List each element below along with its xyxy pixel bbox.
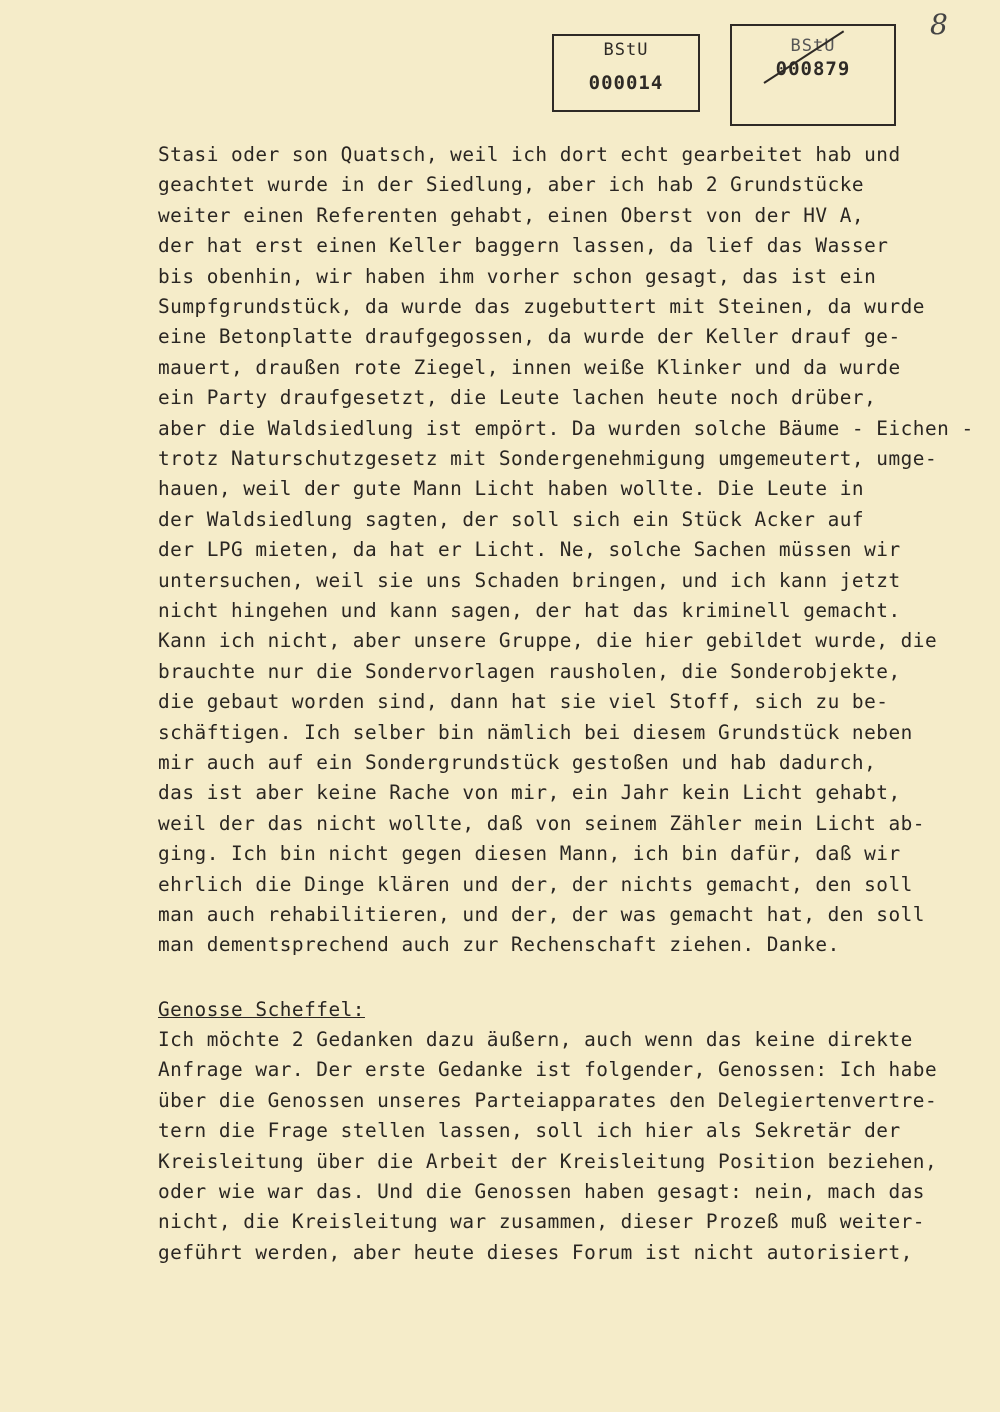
text-line: man auch rehabilitieren, und der, der was gemacht hat, den soll (158, 903, 925, 926)
text-line: hauen, weil der gute Mann Licht haben wollte. Die Leute in (158, 477, 865, 501)
text-line: weil der das nicht wollte, daß von seinem Zähler mein Licht ab- (158, 811, 925, 835)
text-line: tern die Frage stellen lassen, soll ich hier als Sekretär der (158, 1119, 901, 1143)
archive-stamp-right (730, 24, 896, 126)
text-line: Stasi oder son Quatsch, weil ich dort echt gearbeitet hab und (158, 143, 901, 166)
text-line: Kreisleitung über die Arbeit der Kreisleitung Position beziehen, (158, 1149, 938, 1173)
text-line: der hat erst einen Keller baggern lassen, da lief das Wasser (158, 234, 889, 258)
text-line: ehrlich die Dinge klären und der, der nichts gemacht, den soll (158, 872, 913, 896)
handwritten-page-number: 8 (930, 8, 948, 41)
text-line: geführt werden, aber heute dieses Forum ist nicht autorisiert, (158, 1240, 913, 1264)
text-line: brauchte nur die Sondervorlagen rausholen, die Sonderobjekte, (158, 659, 901, 683)
text-line: untersuchen, weil sie uns Schaden bringen, und ich kann jetzt (158, 568, 901, 592)
text-line: die gebaut worden sind, dann hat sie viel Stoff, sich zu be- (158, 690, 889, 714)
text-line: mauert, draußen rote Ziegel, innen weiße Klinker und da wurde (158, 355, 901, 379)
text-line: geachtet wurde in der Siedlung, aber ich hab 2 Grundstücke (158, 173, 865, 197)
text-line: eine Betonplatte draufgegossen, da wurde der Keller drauf ge- (158, 325, 901, 349)
text-line: mir auch auf ein Sondergrundstück gestoßen und hab dadurch, (158, 751, 877, 774)
speaker-heading: Genosse Scheffel: (158, 998, 365, 1021)
stamp-number: 000014 (588, 72, 664, 94)
text-line: über die Genossen unseres Parteiapparates den Delegiertenvertre- (158, 1088, 938, 1112)
text-line: man dementsprechend auch zur Rechenschaft ziehen. Danke. (158, 933, 840, 957)
text-line: ein Party draufgesetzt, die Leute lachen heute noch drüber, (158, 386, 877, 410)
text-line: der Waldsiedlung sagten, der soll sich ein Stück Acker auf (158, 507, 865, 531)
text-line: Anfrage war. Der erste Gedanke ist folgender, Genossen: Ich habe (158, 1058, 938, 1082)
archive-stamp-left (552, 34, 700, 112)
stamp-label: BStU (603, 40, 649, 60)
text-line: weiter einen Referenten gehabt, einen Oberst von der HV A, (158, 203, 865, 227)
text-line: ging. Ich bin nicht gegen diesen Mann, ich bin dafür, daß wir (158, 842, 901, 866)
text-line: Kann ich nicht, aber unsere Gruppe, die hier gebildet wurde, die (158, 629, 938, 653)
text-line: oder wie war das. Und die Genossen haben gesagt: nein, mach das (158, 1180, 925, 1203)
stamp-label: BStU (790, 36, 836, 56)
stamp-number: 000879 (775, 58, 851, 80)
text-line: nicht hingehen und kann sagen, der hat das kriminell gemacht. (158, 599, 901, 622)
text-line: Ich möchte 2 Gedanken dazu äußern, auch wenn das keine direkte (158, 1028, 913, 1051)
text-line: nicht, die Kreisleitung war zusammen, dieser Prozeß muß weiter- (158, 1210, 925, 1234)
text-line: bis obenhin, wir haben ihm vorher schon gesagt, das ist ein (158, 264, 877, 288)
text-line: der LPG mieten, da hat er Licht. Ne, solche Sachen müssen wir (158, 538, 901, 562)
text-line: das ist aber keine Rache von mir, ein Jahr kein Licht gehabt, (158, 781, 901, 805)
text-line: schäftigen. Ich selber bin nämlich bei diesem Grundstück neben (158, 720, 913, 744)
text-line: Sumpfgrundstück, da wurde das zugebuttert mit Steinen, da wurde (158, 295, 925, 318)
text-line: trotz Naturschutzgesetz mit Sondergenehmigung umgemeutert, umge- (158, 447, 938, 470)
text-line: aber die Waldsiedlung ist empört. Da wurden solche Bäume - Eichen - (158, 416, 974, 440)
